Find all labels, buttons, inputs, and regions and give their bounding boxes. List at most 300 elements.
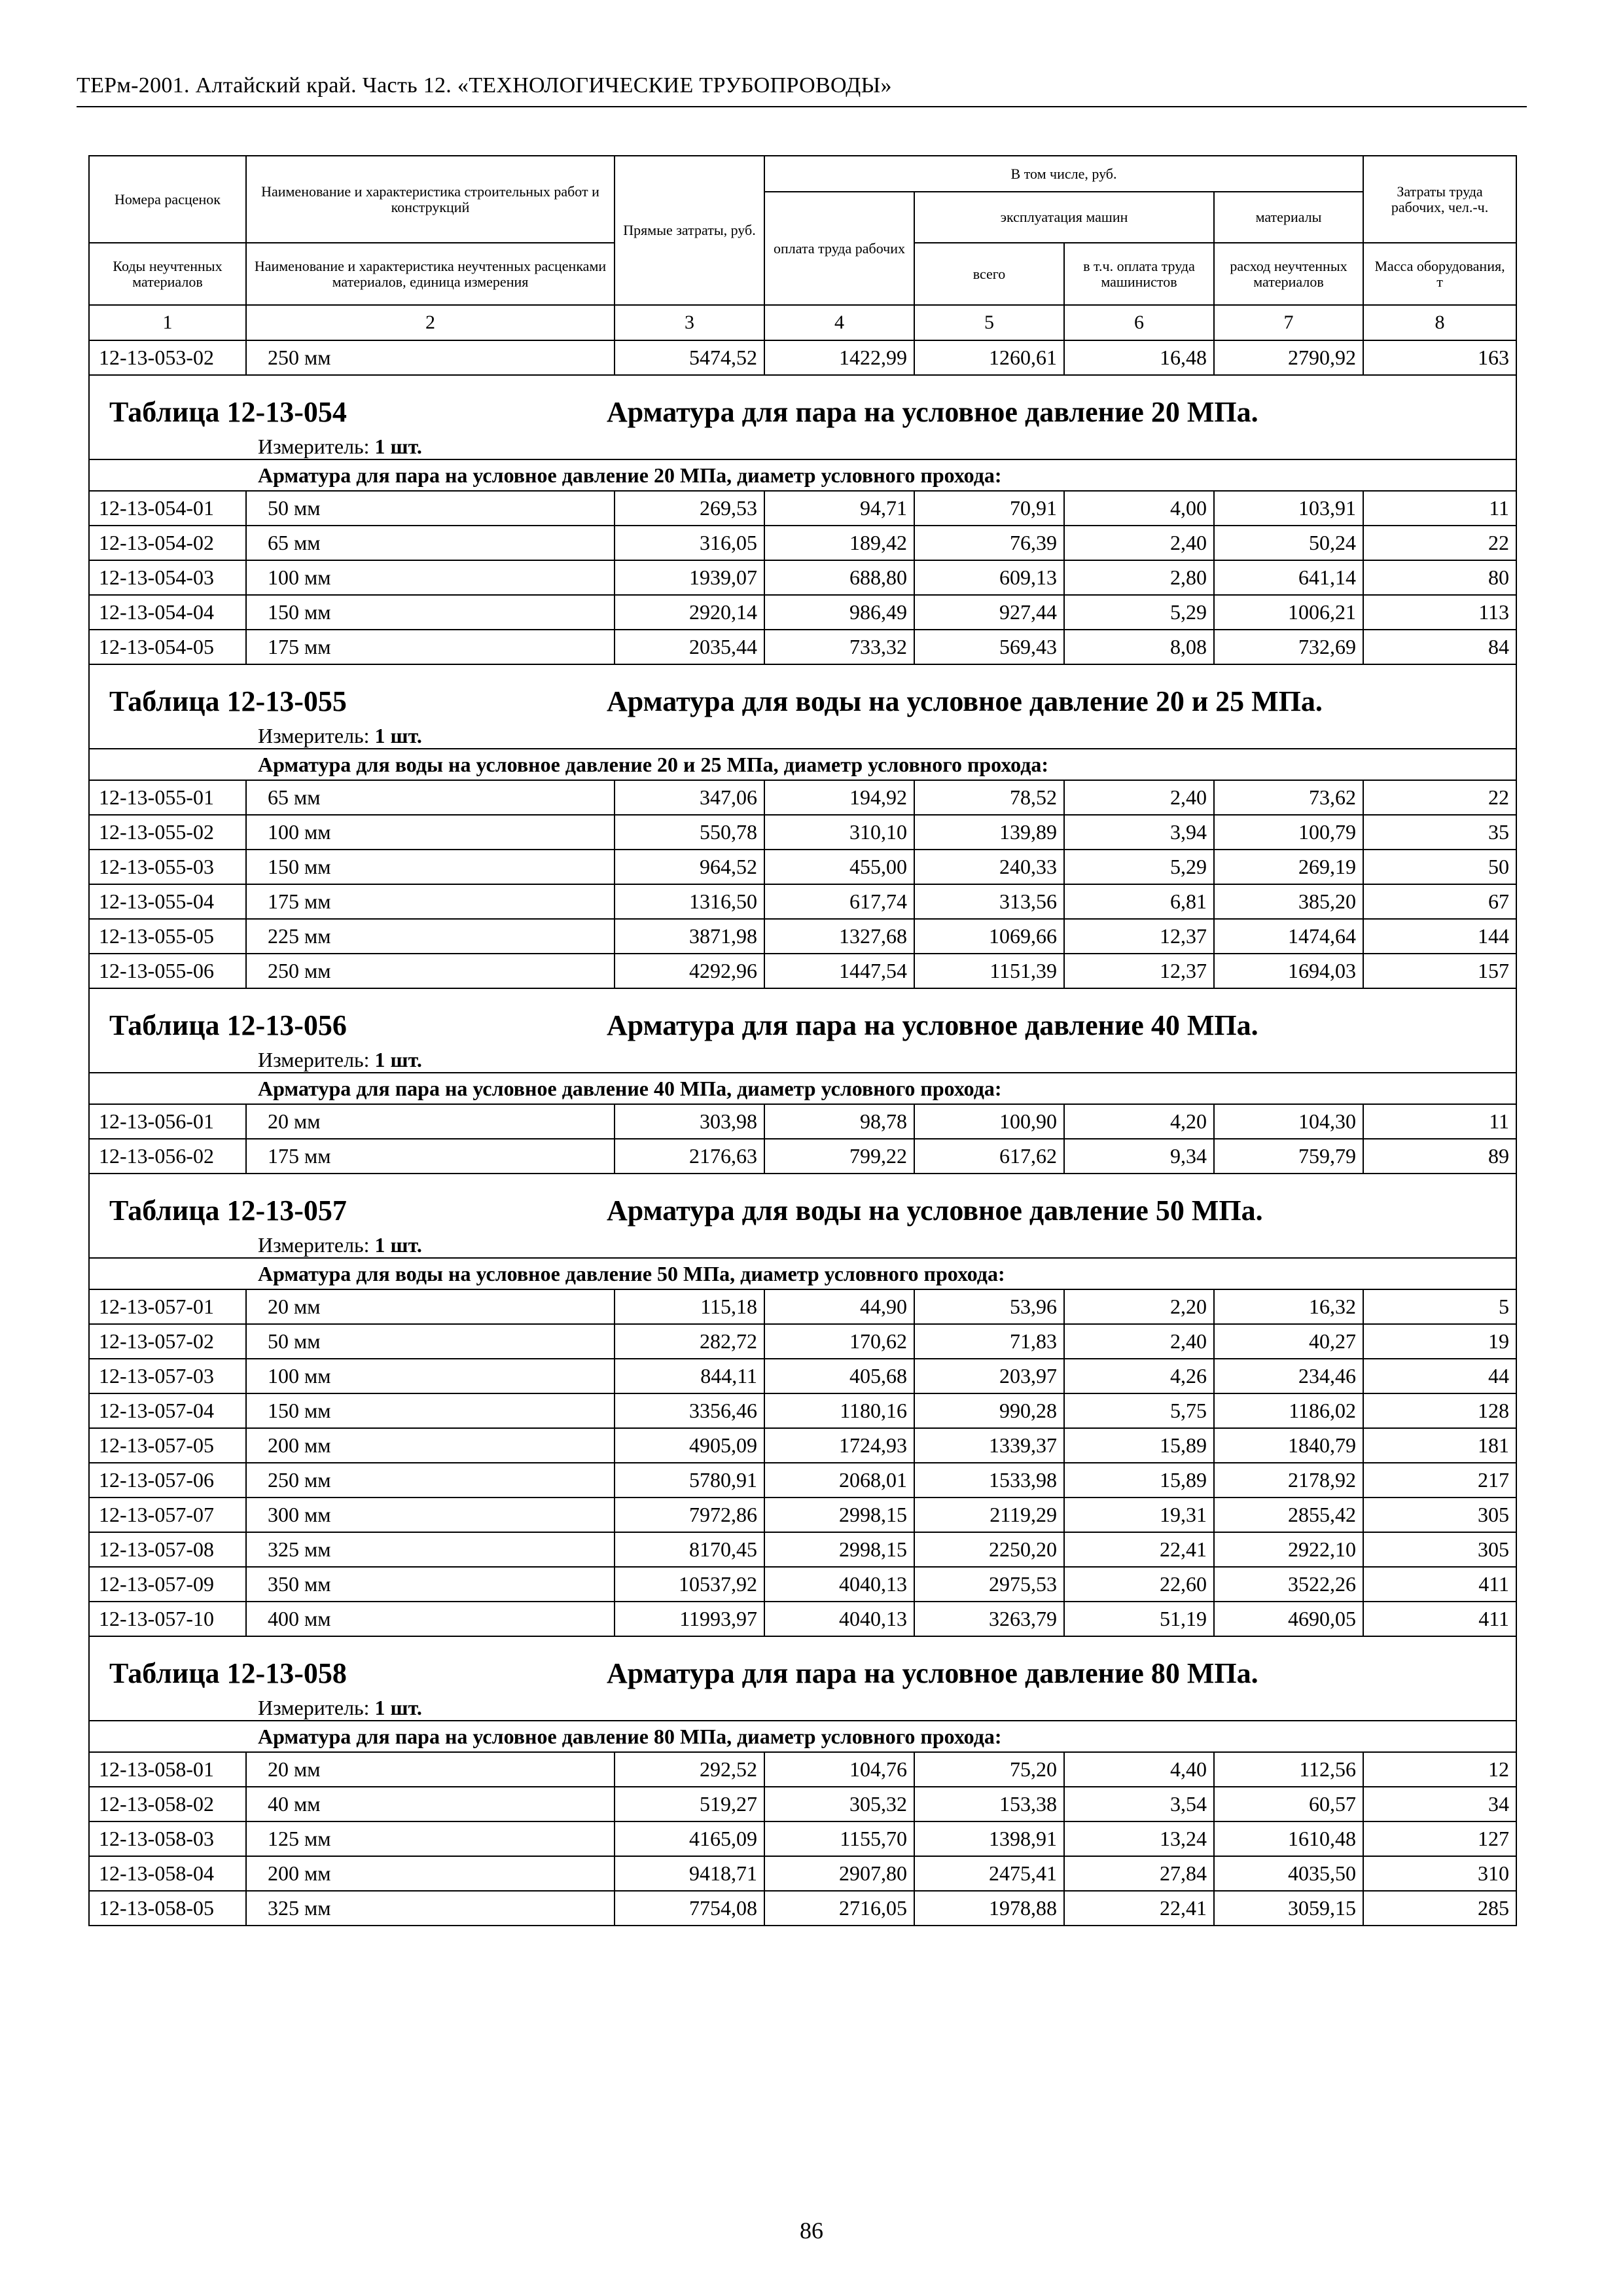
labor-hours: 411 <box>1363 1567 1516 1602</box>
table-label: Таблица 12-13-057 <box>109 1194 347 1227</box>
measure <box>89 1228 1516 1258</box>
rate-code: 12-13-057-04 <box>89 1393 246 1428</box>
material-costs: 104,30 <box>1214 1104 1363 1139</box>
table-row <box>89 1787 1516 1821</box>
operator-wages: 5,29 <box>1064 595 1214 630</box>
nominal-diameter: 65 мм <box>246 780 615 815</box>
labor-hours: 144 <box>1363 919 1516 954</box>
operator-wages: 2,80 <box>1064 560 1214 595</box>
rate-code: 12-13-058-05 <box>89 1891 246 1926</box>
machine-costs: 617,62 <box>914 1139 1064 1174</box>
table-row <box>89 1428 1516 1463</box>
column-number-row <box>89 305 1516 340</box>
header-rule <box>77 106 1527 107</box>
labor-hours: 305 <box>1363 1532 1516 1567</box>
rate-code: 12-13-058-02 <box>89 1787 246 1821</box>
rate-code: 12-13-055-06 <box>89 954 246 988</box>
worker-wages: 1155,70 <box>764 1821 914 1856</box>
table-row <box>89 1567 1516 1602</box>
table-heading-line <box>90 1174 1516 1228</box>
col-labor-hours-header: Затраты труда рабочих, чел.-ч. <box>1363 156 1516 243</box>
table-heading-line <box>90 989 1516 1043</box>
nominal-diameter: 250 мм <box>246 954 615 988</box>
table-row <box>89 1856 1516 1891</box>
direct-costs: 4292,96 <box>615 954 764 988</box>
measure-row <box>89 1228 1516 1258</box>
nominal-diameter: 400 мм <box>246 1602 615 1636</box>
page-number: 86 <box>800 2217 823 2244</box>
nominal-diameter: 20 мм <box>246 1752 615 1787</box>
measure-value: 1 шт. <box>374 1696 422 1719</box>
rate-code: 12-13-055-04 <box>89 884 246 919</box>
subtitle-row <box>89 1258 1516 1289</box>
labor-hours: 310 <box>1363 1856 1516 1891</box>
worker-wages: 2907,80 <box>764 1856 914 1891</box>
labor-hours: 127 <box>1363 1821 1516 1856</box>
operator-wages: 19,31 <box>1064 1498 1214 1532</box>
labor-hours: 84 <box>1363 630 1516 664</box>
material-costs: 732,69 <box>1214 630 1363 664</box>
direct-costs: 282,72 <box>615 1324 764 1359</box>
operator-wages: 12,37 <box>1064 954 1214 988</box>
nominal-diameter: 100 мм <box>246 815 615 850</box>
direct-costs: 292,52 <box>615 1752 764 1787</box>
direct-costs: 316,05 <box>615 526 764 560</box>
rate-code: 12-13-053-02 <box>89 340 246 375</box>
measure-value: 1 шт. <box>374 435 422 458</box>
material-costs: 60,57 <box>1214 1787 1363 1821</box>
nominal-diameter: 350 мм <box>246 1567 615 1602</box>
direct-costs: 115,18 <box>615 1289 764 1324</box>
column-number: 5 <box>914 305 1064 340</box>
rate-code: 12-13-057-02 <box>89 1324 246 1359</box>
table-heading <box>89 1174 1516 1228</box>
labor-hours: 113 <box>1363 595 1516 630</box>
column-number: 2 <box>246 305 615 340</box>
nominal-diameter: 250 мм <box>246 1463 615 1498</box>
labor-hours: 5 <box>1363 1289 1516 1324</box>
measure-row <box>89 1043 1516 1073</box>
machine-costs: 139,89 <box>914 815 1064 850</box>
machine-costs: 927,44 <box>914 595 1064 630</box>
table-row <box>89 954 1516 988</box>
direct-costs: 7754,08 <box>615 1891 764 1926</box>
material-costs: 50,24 <box>1214 526 1363 560</box>
machine-costs: 78,52 <box>914 780 1064 815</box>
table-row <box>89 884 1516 919</box>
machine-costs: 153,38 <box>914 1787 1064 1821</box>
material-costs: 16,32 <box>1214 1289 1363 1324</box>
machine-costs: 1978,88 <box>914 1891 1064 1926</box>
running-header: ТЕРм-2001. Алтайский край. Часть 12. «ТЕХНОЛОГИЧЕСКИЕ ТРУБОПРОВОДЫ» <box>77 73 892 98</box>
material-costs: 4035,50 <box>1214 1856 1363 1891</box>
table-heading <box>89 1636 1516 1691</box>
table-heading-row <box>89 1174 1516 1228</box>
operator-wages: 3,94 <box>1064 815 1214 850</box>
rate-code: 12-13-057-05 <box>89 1428 246 1463</box>
table-row <box>89 1393 1516 1428</box>
labor-hours: 411 <box>1363 1602 1516 1636</box>
table-title: Арматура для пара на условное давление 40 МПа. <box>607 1009 1258 1041</box>
rate-code: 12-13-058-03 <box>89 1821 246 1856</box>
column-number: 4 <box>764 305 914 340</box>
table-row <box>89 491 1516 526</box>
machine-costs: 53,96 <box>914 1289 1064 1324</box>
rate-code: 12-13-055-01 <box>89 780 246 815</box>
direct-costs: 4905,09 <box>615 1428 764 1463</box>
nominal-diameter: 175 мм <box>246 630 615 664</box>
material-costs: 3522,26 <box>1214 1567 1363 1602</box>
measure-row <box>89 429 1516 459</box>
nominal-diameter: 200 мм <box>246 1428 615 1463</box>
operator-wages: 22,41 <box>1064 1532 1214 1567</box>
table-heading <box>89 988 1516 1043</box>
worker-wages: 310,10 <box>764 815 914 850</box>
rates-table <box>88 155 1517 1926</box>
direct-costs: 347,06 <box>615 780 764 815</box>
operator-wages: 22,41 <box>1064 1891 1214 1926</box>
machine-costs: 569,43 <box>914 630 1064 664</box>
measure-row <box>89 1691 1516 1721</box>
direct-costs: 844,11 <box>615 1359 764 1393</box>
subtitle-row <box>89 459 1516 491</box>
material-costs: 2855,42 <box>1214 1498 1363 1532</box>
labor-hours: 19 <box>1363 1324 1516 1359</box>
operator-wages: 2,20 <box>1064 1289 1214 1324</box>
machines-header: эксплуатация машин <box>914 192 1214 243</box>
rates-table-body <box>89 340 1516 1926</box>
rate-code: 12-13-058-04 <box>89 1856 246 1891</box>
table-subtitle: Арматура для воды на условное давление 20 и 25 МПа, диаметр условного прохода: <box>89 749 1516 780</box>
table-heading <box>89 664 1516 719</box>
rate-code: 12-13-054-01 <box>89 491 246 526</box>
measure <box>89 429 1516 459</box>
worker-wages: 1327,68 <box>764 919 914 954</box>
material-costs: 1610,48 <box>1214 1821 1363 1856</box>
worker-wages: 1180,16 <box>764 1393 914 1428</box>
worker-wages: 617,74 <box>764 884 914 919</box>
table-title: Арматура для воды на условное давление 50 МПа. <box>607 1194 1263 1227</box>
material-costs: 100,79 <box>1214 815 1363 850</box>
table-row <box>89 630 1516 664</box>
nominal-diameter: 250 мм <box>246 340 615 375</box>
measure-label: Измеритель: <box>258 1233 370 1257</box>
table-subtitle: Арматура для воды на условное давление 50 МПа, диаметр условного прохода: <box>89 1258 1516 1289</box>
worker-wages: 4040,13 <box>764 1602 914 1636</box>
operator-wages: 12,37 <box>1064 919 1214 954</box>
labor-hours: 50 <box>1363 850 1516 884</box>
table-row <box>89 1602 1516 1636</box>
operator-wages: 9,34 <box>1064 1139 1214 1174</box>
machine-costs: 203,97 <box>914 1359 1064 1393</box>
worker-wages: 189,42 <box>764 526 914 560</box>
measure <box>89 1691 1516 1721</box>
worker-wages: 2068,01 <box>764 1463 914 1498</box>
col-operator-wages-header: в т.ч. оплата труда машинистов <box>1064 243 1214 305</box>
table-title: Арматура для пара на условное давление 80 МПа. <box>607 1657 1258 1689</box>
operator-wages: 2,40 <box>1064 1324 1214 1359</box>
table-heading-row <box>89 375 1516 429</box>
table-heading-line <box>90 665 1516 719</box>
direct-costs: 4165,09 <box>615 1821 764 1856</box>
nominal-diameter: 50 мм <box>246 1324 615 1359</box>
material-costs: 73,62 <box>1214 780 1363 815</box>
labor-hours: 181 <box>1363 1428 1516 1463</box>
rate-code: 12-13-056-02 <box>89 1139 246 1174</box>
rate-code: 12-13-054-03 <box>89 560 246 595</box>
table-row <box>89 1532 1516 1567</box>
rate-code: 12-13-057-09 <box>89 1567 246 1602</box>
labor-hours: 67 <box>1363 884 1516 919</box>
table-heading-row <box>89 1636 1516 1691</box>
rate-code: 12-13-055-03 <box>89 850 246 884</box>
table-row <box>89 1463 1516 1498</box>
worker-wages: 1422,99 <box>764 340 914 375</box>
table-title: Арматура для пара на условное давление 20 МПа. <box>607 396 1258 428</box>
machine-costs: 1533,98 <box>914 1463 1064 1498</box>
machine-costs: 240,33 <box>914 850 1064 884</box>
material-costs: 2178,92 <box>1214 1463 1363 1498</box>
rate-code: 12-13-055-05 <box>89 919 246 954</box>
col-material-name-header: Наименование и характеристика неучтенных расценками материалов, единица измерения <box>246 243 615 305</box>
machine-costs: 1339,37 <box>914 1428 1064 1463</box>
table-title: Арматура для воды на условное давление 20 и 25 МПа. <box>607 685 1323 717</box>
table-row <box>89 1104 1516 1139</box>
worker-wages: 455,00 <box>764 850 914 884</box>
operator-wages: 16,48 <box>1064 340 1214 375</box>
direct-costs: 11993,97 <box>615 1602 764 1636</box>
rate-code: 12-13-056-01 <box>89 1104 246 1139</box>
operator-wages: 22,60 <box>1064 1567 1214 1602</box>
direct-costs: 1939,07 <box>615 560 764 595</box>
labor-hours: 163 <box>1363 340 1516 375</box>
labor-hours: 128 <box>1363 1393 1516 1428</box>
labor-hours: 11 <box>1363 1104 1516 1139</box>
col-material-usage-header: расход неучтенных материалов <box>1214 243 1363 305</box>
table-row <box>89 1821 1516 1856</box>
measure-label: Измеритель: <box>258 724 370 747</box>
nominal-diameter: 100 мм <box>246 1359 615 1393</box>
labor-hours: 157 <box>1363 954 1516 988</box>
col-rate-number-header: Номера расценок <box>89 156 246 243</box>
material-costs: 759,79 <box>1214 1139 1363 1174</box>
table-row <box>89 780 1516 815</box>
column-number: 7 <box>1214 305 1363 340</box>
table-row <box>89 1752 1516 1787</box>
material-costs: 1474,64 <box>1214 919 1363 954</box>
material-costs: 3059,15 <box>1214 1891 1363 1926</box>
worker-wages: 98,78 <box>764 1104 914 1139</box>
rate-code: 12-13-057-07 <box>89 1498 246 1532</box>
table-subtitle: Арматура для пара на условное давление 40 МПа, диаметр условного прохода: <box>89 1073 1516 1104</box>
operator-wages: 4,26 <box>1064 1359 1214 1393</box>
direct-costs: 2176,63 <box>615 1139 764 1174</box>
direct-costs: 8170,45 <box>615 1532 764 1567</box>
rate-code: 12-13-058-01 <box>89 1752 246 1787</box>
direct-costs: 5474,52 <box>615 340 764 375</box>
column-number: 8 <box>1363 305 1516 340</box>
machine-costs: 2250,20 <box>914 1532 1064 1567</box>
labor-hours: 35 <box>1363 815 1516 850</box>
machine-costs: 76,39 <box>914 526 1064 560</box>
labor-hours: 11 <box>1363 491 1516 526</box>
labor-hours: 80 <box>1363 560 1516 595</box>
nominal-diameter: 40 мм <box>246 1787 615 1821</box>
machine-costs: 1398,91 <box>914 1821 1064 1856</box>
material-costs: 4690,05 <box>1214 1602 1363 1636</box>
rate-code: 12-13-057-01 <box>89 1289 246 1324</box>
table-row <box>89 1891 1516 1926</box>
worker-wages: 986,49 <box>764 595 914 630</box>
nominal-diameter: 325 мм <box>246 1891 615 1926</box>
nominal-diameter: 175 мм <box>246 1139 615 1174</box>
nominal-diameter: 150 мм <box>246 1393 615 1428</box>
material-costs: 641,14 <box>1214 560 1363 595</box>
subtitle-row <box>89 1073 1516 1104</box>
rate-code: 12-13-054-02 <box>89 526 246 560</box>
worker-wages: 2998,15 <box>764 1498 914 1532</box>
material-costs: 269,19 <box>1214 850 1363 884</box>
incl-header: В том числе, руб. <box>764 156 1363 192</box>
table-label: Таблица 12-13-054 <box>109 396 347 428</box>
direct-costs: 3871,98 <box>615 919 764 954</box>
labor-hours: 12 <box>1363 1752 1516 1787</box>
worker-wages: 94,71 <box>764 491 914 526</box>
rate-code: 12-13-057-03 <box>89 1359 246 1393</box>
table-label: Таблица 12-13-058 <box>109 1657 347 1689</box>
measure-row <box>89 719 1516 749</box>
labor-hours: 285 <box>1363 1891 1516 1926</box>
nominal-diameter: 300 мм <box>246 1498 615 1532</box>
material-costs: 103,91 <box>1214 491 1363 526</box>
table-row <box>89 1359 1516 1393</box>
col-wages-header: оплата труда рабочих <box>764 192 914 305</box>
measure <box>89 719 1516 749</box>
table-label: Таблица 12-13-056 <box>109 1009 347 1041</box>
worker-wages: 44,90 <box>764 1289 914 1324</box>
direct-costs: 10537,92 <box>615 1567 764 1602</box>
operator-wages: 2,40 <box>1064 526 1214 560</box>
labor-hours: 89 <box>1363 1139 1516 1174</box>
material-costs: 1006,21 <box>1214 595 1363 630</box>
rate-code: 12-13-055-02 <box>89 815 246 850</box>
table-row <box>89 919 1516 954</box>
measure-label: Измеритель: <box>258 435 370 458</box>
operator-wages: 6,81 <box>1064 884 1214 919</box>
labor-hours: 22 <box>1363 780 1516 815</box>
machine-costs: 2975,53 <box>914 1567 1064 1602</box>
operator-wages: 4,00 <box>1064 491 1214 526</box>
col-equipment-mass-header: Масса оборудования, т <box>1363 243 1516 305</box>
table-heading <box>89 375 1516 429</box>
table-row <box>89 1324 1516 1359</box>
worker-wages: 2716,05 <box>764 1891 914 1926</box>
direct-costs: 9418,71 <box>615 1856 764 1891</box>
col-direct-costs-header: Прямые затраты, руб. <box>615 156 764 305</box>
table-row <box>89 560 1516 595</box>
operator-wages: 3,54 <box>1064 1787 1214 1821</box>
material-costs: 2922,10 <box>1214 1532 1363 1567</box>
subtitle-row <box>89 749 1516 780</box>
machine-costs: 2119,29 <box>914 1498 1064 1532</box>
labor-hours: 217 <box>1363 1463 1516 1498</box>
direct-costs: 550,78 <box>615 815 764 850</box>
measure-label: Измеритель: <box>258 1696 370 1719</box>
table-row <box>89 526 1516 560</box>
material-costs: 385,20 <box>1214 884 1363 919</box>
worker-wages: 4040,13 <box>764 1567 914 1602</box>
worker-wages: 305,32 <box>764 1787 914 1821</box>
nominal-diameter: 175 мм <box>246 884 615 919</box>
material-costs: 2790,92 <box>1214 340 1363 375</box>
operator-wages: 5,75 <box>1064 1393 1214 1428</box>
table-heading-line <box>90 376 1516 429</box>
machine-costs: 313,56 <box>914 884 1064 919</box>
column-number: 3 <box>615 305 764 340</box>
labor-hours: 44 <box>1363 1359 1516 1393</box>
nominal-diameter: 325 мм <box>246 1532 615 1567</box>
machine-costs: 1069,66 <box>914 919 1064 954</box>
measure-label: Измеритель: <box>258 1048 370 1071</box>
machine-costs: 100,90 <box>914 1104 1064 1139</box>
table-heading-line <box>90 1637 1516 1691</box>
nominal-diameter: 100 мм <box>246 560 615 595</box>
machine-costs: 70,91 <box>914 491 1064 526</box>
measure-value: 1 шт. <box>374 1233 422 1257</box>
material-costs: 112,56 <box>1214 1752 1363 1787</box>
rate-code: 12-13-057-08 <box>89 1532 246 1567</box>
col-materials-header: материалы <box>1214 192 1363 243</box>
measure <box>89 1043 1516 1073</box>
worker-wages: 688,80 <box>764 560 914 595</box>
worker-wages: 2998,15 <box>764 1532 914 1567</box>
operator-wages: 13,24 <box>1064 1821 1214 1856</box>
nominal-diameter: 150 мм <box>246 595 615 630</box>
direct-costs: 3356,46 <box>615 1393 764 1428</box>
worker-wages: 170,62 <box>764 1324 914 1359</box>
direct-costs: 7972,86 <box>615 1498 764 1532</box>
worker-wages: 1447,54 <box>764 954 914 988</box>
table-row <box>89 1289 1516 1324</box>
nominal-diameter: 125 мм <box>246 1821 615 1856</box>
rate-code: 12-13-054-05 <box>89 630 246 664</box>
measure-value: 1 шт. <box>374 724 422 747</box>
nominal-diameter: 200 мм <box>246 1856 615 1891</box>
col-machines-total-header: всего <box>914 243 1064 305</box>
machine-costs: 990,28 <box>914 1393 1064 1428</box>
operator-wages: 4,40 <box>1064 1752 1214 1787</box>
labor-hours: 22 <box>1363 526 1516 560</box>
direct-costs: 519,27 <box>615 1787 764 1821</box>
col-work-name-header: Наименование и характеристика строительных работ и конструкций <box>246 156 615 243</box>
operator-wages: 4,20 <box>1064 1104 1214 1139</box>
column-number: 6 <box>1064 305 1214 340</box>
machine-costs: 2475,41 <box>914 1856 1064 1891</box>
direct-costs: 964,52 <box>615 850 764 884</box>
direct-costs: 303,98 <box>615 1104 764 1139</box>
labor-hours: 34 <box>1363 1787 1516 1821</box>
operator-wages: 51,19 <box>1064 1602 1214 1636</box>
direct-costs: 269,53 <box>615 491 764 526</box>
rate-code: 12-13-054-04 <box>89 595 246 630</box>
operator-wages: 15,89 <box>1064 1428 1214 1463</box>
table-row <box>89 850 1516 884</box>
operator-wages: 15,89 <box>1064 1463 1214 1498</box>
material-costs: 40,27 <box>1214 1324 1363 1359</box>
material-costs: 234,46 <box>1214 1359 1363 1393</box>
machine-costs: 609,13 <box>914 560 1064 595</box>
nominal-diameter: 65 мм <box>246 526 615 560</box>
